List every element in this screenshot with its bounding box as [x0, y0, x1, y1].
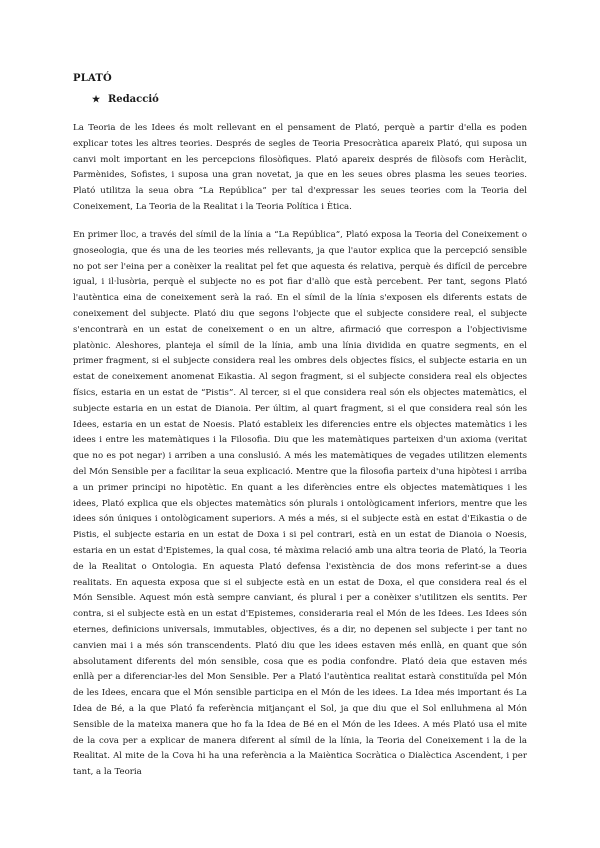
page-title: PLATÓ	[73, 73, 112, 84]
section-heading	[92, 94, 159, 105]
paragraph-body: En primer lloc, a través del símil de la línia a “La República”, Plató exposa la Teoria del Coneixement o gnoseologia, que és una de les teories més rellevants, ja que l'autor explica que la percepció sensible no pot ser l'eina per a conèixer la realitat pel fet que aquesta és relativa, perquè és difícil de percebre igual, i il·lusòria, perquè el subjecte no es pot fiar d'allò que està percebent. Per tant, segons Plató l'autèntica eina de coneixement serà la raó. En el símil de la línia s'exposen els diferents estats de coneixement del subjecte. Plató diu que segons l'objecte que el subjecte considere real, el subjecte s'encontrarà en un estat de coneixement o en un altre, afirmació que correspon a l'objectivisme platònic. Aleshores, planteja el símil de la línia, amb una línia dividida en quatre segments, en el primer fragment, si el subjecte considera real les ombres dels objectes físics, el subjecte estaria en un estat de coneixement anomenat Eikastia. Al segon fragment, si el subjecte considera real els objectes físics, estaria en un estat de “Pistis”. Al tercer, si el que considera real són els objectes matemàtics, el subjecte estaria en un estat de Dianoia. Per últim, al quart fragment, si el que considera real són les Idees, estaria en un estat de Noesis. Plató estableix les diferencies entre els objectes matemàtics i les idees i entre les matemàtiques i la Filosofia. Diu que les matemàtiques parteixen d'un axioma (veritat que no es pot negar) i arriben a una conslusió. A més les matemàtiques de vegades utilitzen elements del Món Sensible per a facilitar la seua explicació. Mentre que la filosofia parteix d'una hipòtesi i arriba a un primer principi no hipotètic. En quant a les diferències entre els objectes matemàtiques i les idees, Plató explica que els objectes matemàtics són plurals i ontològicament inferiors, mentre que les idees són úniques i ontològicament superiors. A més a més, si el subjecte està en estat d'Eikastia o de Pistis, el subjecte estaria en un estat de Doxa i si pel contrari, està en un estat de Dianoia o Noesis, estaria en un estat d'Epistemes, la qual cosa, té màxima relació amb una altra teoria de Plató, la Teoria de la Realitat o Ontologia. En aquesta Plató defensa l'existència de dos mons referint-se a dues realitats. En aquesta exposa que si el subjecte està en un estat de Doxa, el que considera real és el Món Sensible. Aquest món està sempre canviant, és plural i per a conèixer s'utilitzen els sentits. Per contra, si el subjecte està en un estat d'Epistemes, consideraria real el Món de les Idees. Les Idees són eternes, definicions universals, immutables, objectives, és a dir, no depenen sel subjecte i per tant no canvien mai i a més són transcendents. Plató diu que les idees estaven més enllà, en quant que són absolutament diferents del món sensible, cosa que es podia confondre. Plató deia que estaven més enllà per a diferenciar-les del Mon Sensible. Per a Plató l'autèntica realitat estarà constituïda pel Món de les Idees, encara que el Món sensible participa en el Món de les idees. La Idea més important és La Idea de Bé, a la que Plató fa referència mitjançant el Sol, ja que diu que el Sol enlluhmena al Món Sensible de la mateixa manera que ho fa la Idea de Bé en el Món de les Idees. A més Plató usa el mite de la cova per a explicar de manera diferent al símil de la línia, la Teoria del Coneixement i la de la Realitat. Al mite de la Cova hi ha una referència a la Maièntica Socràtica o Dialèctica Ascendent, i per tant, a la Teoria	[73, 230, 527, 778]
section-heading-label: Redacció	[108, 94, 159, 105]
star-icon: ★	[92, 95, 101, 105]
paragraph-intro: La Teoria de les Idees és molt rellevant en el pensament de Plató, perquè a partir d'ella es poden explicar totes les altres teories. Després de segles de Teoria Presocràtica apareix Plató, qui suposa un canvi molt important en les percepcions filosòfiques. Plató apareix després de filòsofs com Heràclit, Parmènides, Sofistes, i suposa una gran novetat, ja que en les seues obres plasma les seues teories. Plató utilitza la seua obra “La República” per tal d'expressar les seues teories com la Teoria del Coneixement, La Teoria de la Realitat i la Teoria Política i Ètica.	[73, 123, 527, 212]
